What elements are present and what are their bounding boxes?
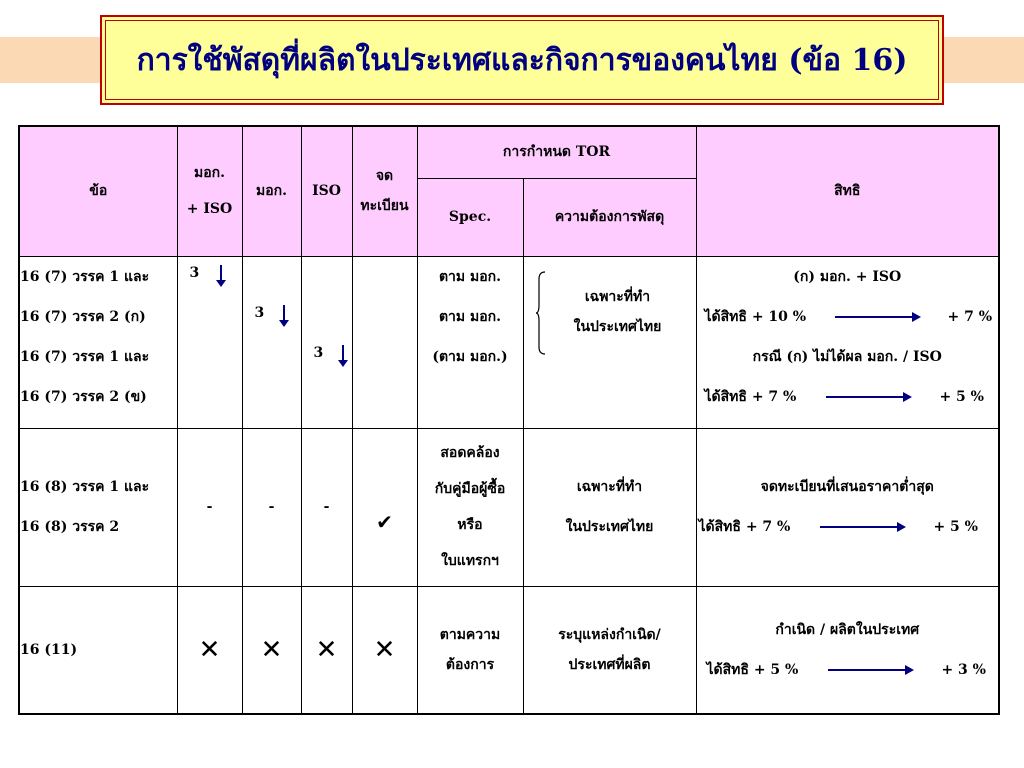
row2-spec-4: ใบแทรกฯ [441, 553, 499, 569]
row3-need-1: ระบุแหล่งกำเนิด/ [558, 626, 661, 643]
row2-right-line2 [697, 507, 999, 547]
arrow-right-icon [828, 669, 912, 671]
row2-need [523, 428, 696, 586]
row1-item-3: 16 (7) วรรค 1 และ [20, 348, 150, 365]
arrow-down-icon [216, 265, 226, 287]
row2-items [19, 428, 177, 586]
cross-icon: ✕ [373, 634, 396, 665]
header-right: สิทธิ [696, 126, 999, 256]
row3-right-line2 [697, 650, 999, 690]
row1-right [696, 256, 999, 428]
row2-right-line1: จดทะเบียนที่เสนอราคาต่ำสุด [760, 479, 934, 495]
row1-right-b-left: ได้สิทธิ + 7 % [704, 388, 797, 405]
row1-mok-value: 3 [254, 304, 265, 321]
row1-items [19, 256, 177, 428]
header-iso: ISO [301, 126, 352, 256]
row1-need-1: เฉพาะที่ทำ [584, 288, 651, 305]
row3-right-line1: กำเนิด / ผลิตในประเทศ [775, 621, 920, 638]
row1-spec-1: ตาม มอก. [438, 268, 502, 285]
row2-item-1: 16 (8) วรรค 1 และ [20, 479, 150, 495]
header-tor: การกำหนด TOR [417, 126, 696, 178]
row2-mok-iso: - [177, 428, 242, 586]
row3-spec [417, 586, 523, 714]
header-register-line2: ทะเบียน [360, 198, 409, 215]
brace-icon [536, 271, 546, 355]
row1-right-line1: (ก) มอก. + ISO [793, 268, 902, 285]
row3-spec-2: ต้องการ [445, 656, 495, 673]
row1-iso-cell [301, 256, 352, 428]
cross-icon: ✕ [315, 634, 338, 665]
table-row [19, 586, 999, 714]
arrow-right-icon [820, 526, 904, 528]
row2-spec [417, 428, 523, 586]
row3-need-2: ประเทศที่ผลิต [568, 656, 651, 673]
row1-spec-3: (ตาม มอก.) [432, 348, 508, 365]
row3-mok-iso [177, 586, 242, 714]
row2-register-cell [352, 428, 417, 586]
row1-spec [417, 256, 523, 428]
row3-item-1: 16 (11) [20, 641, 78, 658]
row1-right-line4 [697, 377, 999, 417]
row1-mok-iso-cell [177, 256, 242, 428]
title-box [100, 15, 944, 105]
cross-icon: ✕ [198, 634, 221, 665]
row3-register [352, 586, 417, 714]
row3-spec-1: ตามความ [439, 626, 501, 643]
row2-item-2: 16 (8) วรรค 2 [20, 519, 120, 535]
row2-spec-2: กับคู่มือผู้ซื้อ [434, 481, 506, 497]
row2-right-a-right: + 5 % [933, 519, 978, 535]
row3-right-a-right: + 3 % [941, 661, 986, 678]
row1-iso-value: 3 [313, 344, 324, 361]
row1-right-line2 [697, 297, 999, 337]
row3-mok [242, 586, 301, 714]
row3-iso [301, 586, 352, 714]
row2-iso: - [301, 428, 352, 586]
row1-right-a-right: + 7 % [947, 308, 992, 325]
row1-need-2: ในประเทศไทย [573, 318, 662, 335]
row2-right [696, 428, 999, 586]
rules-table [18, 125, 1000, 715]
row2-spec-3: หรือ [457, 517, 483, 533]
row1-right-a-left: ได้สิทธิ + 10 % [704, 308, 807, 325]
header-register-line1: จด [375, 168, 394, 185]
row2-spec-1: สอดคล้อง [440, 445, 500, 461]
row2-right-a-left: ได้สิทธิ + 7 % [698, 519, 791, 535]
row1-register-cell [352, 256, 417, 428]
row3-right [696, 586, 999, 714]
row1-need [523, 256, 696, 428]
row3-item [19, 586, 177, 714]
row2-need-1: เฉพาะที่ทำ [576, 479, 643, 495]
arrow-down-icon [279, 305, 289, 327]
header-mok-iso-line1: มอก. [194, 165, 225, 182]
header-mok-iso [177, 126, 242, 256]
header-item: ข้อ [19, 126, 177, 256]
row1-spec-2: ตาม มอก. [438, 308, 502, 325]
header-need: ความต้องการพัสดุ [523, 178, 696, 256]
row1-item-1: 16 (7) วรรค 1 และ [20, 268, 150, 285]
header-mok-iso-line2: + ISO [186, 201, 233, 218]
row1-item-2: 16 (7) วรรค 2 (ก) [20, 308, 146, 325]
row1-right-b-right: + 5 % [939, 388, 984, 405]
table-row [19, 428, 999, 586]
arrow-down-icon [338, 345, 348, 367]
page-title: การใช้พัสดุที่ผลิตในประเทศและกิจการของคนไทย (ข้อ 16) [136, 42, 908, 78]
header-mok: มอก. [242, 126, 301, 256]
cross-icon: ✕ [260, 634, 283, 665]
row1-mok-cell [242, 256, 301, 428]
arrow-right-icon [835, 316, 919, 318]
row1-right-line3: กรณี (ก) ไม่ได้ผล มอก. / ISO [752, 348, 942, 365]
row3-right-a-left: ได้สิทธิ + 5 % [706, 661, 799, 678]
arrow-right-icon [826, 396, 910, 398]
table-row [19, 256, 999, 428]
row1-item-4: 16 (7) วรรค 2 (ข) [20, 388, 147, 405]
header-register [352, 126, 417, 256]
row3-need [523, 586, 696, 714]
row1-mok-iso-value: 3 [189, 264, 200, 281]
check-icon: ✔ [376, 510, 393, 534]
row2-need-2: ในประเทศไทย [565, 519, 654, 535]
row2-mok: - [242, 428, 301, 586]
header-spec: Spec. [417, 178, 523, 256]
